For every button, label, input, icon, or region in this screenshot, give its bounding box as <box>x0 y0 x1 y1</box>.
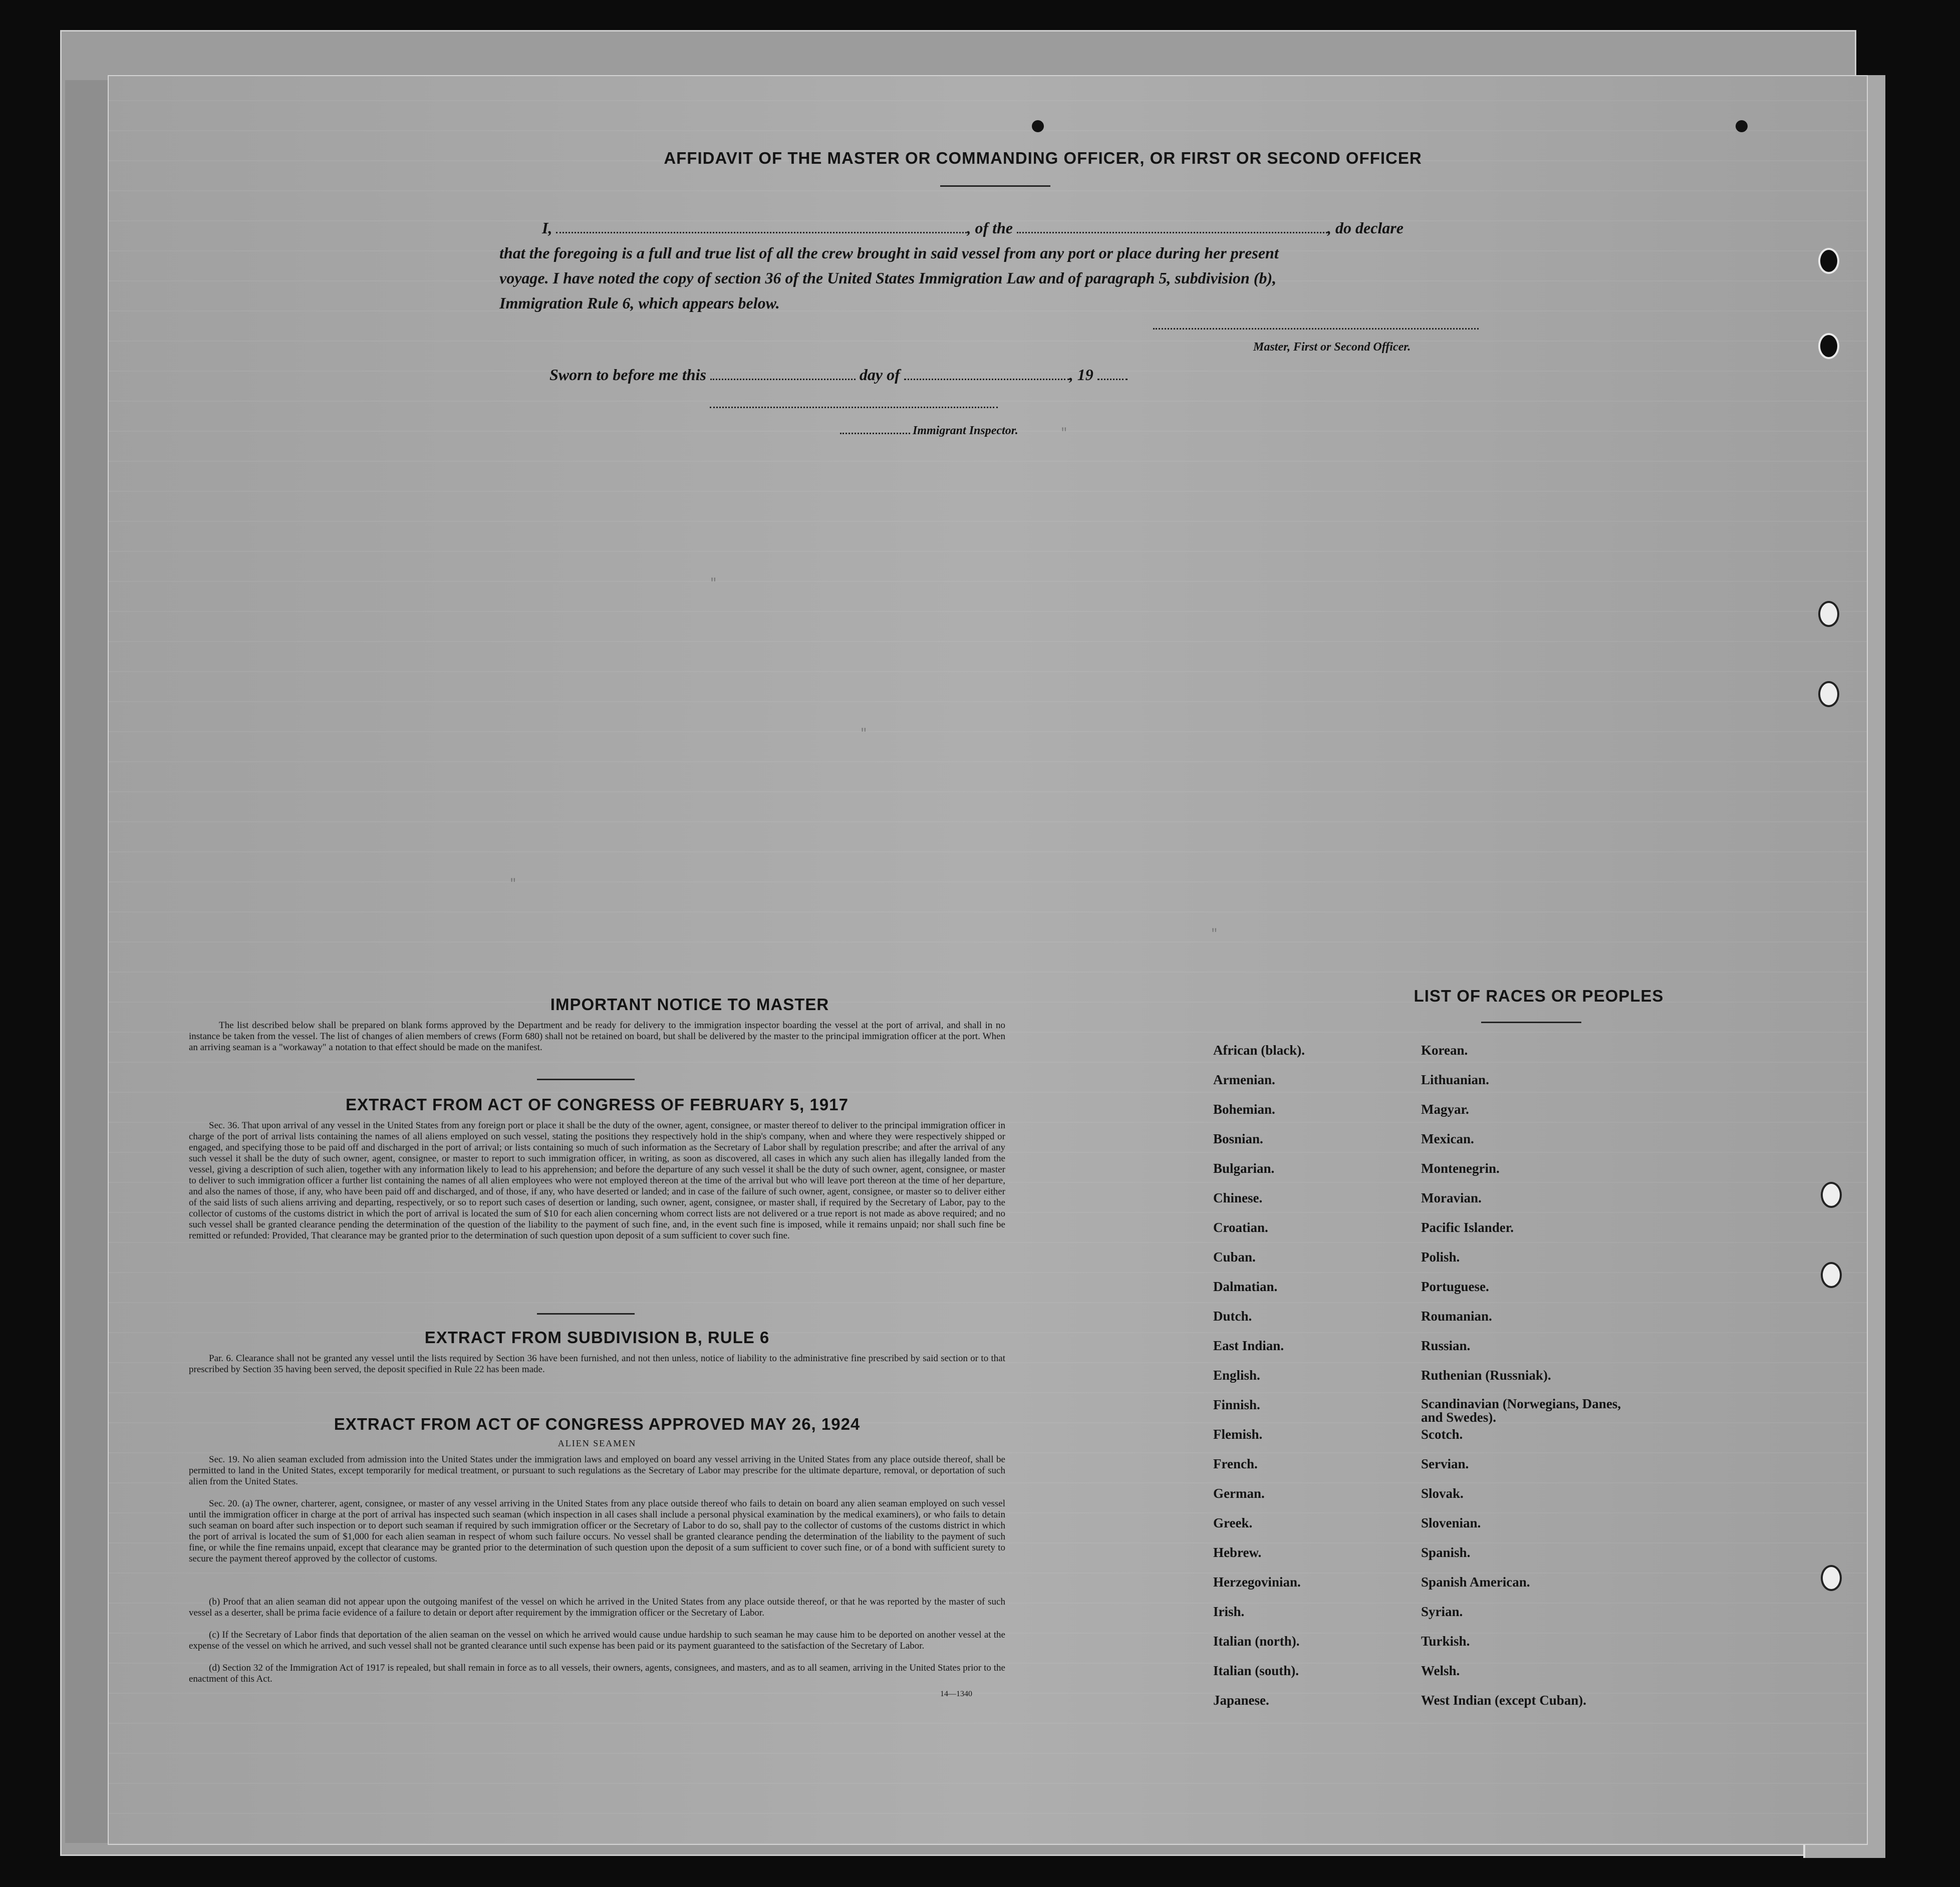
declare-label: , do declare <box>1327 219 1404 237</box>
sworn-day-field[interactable] <box>710 379 856 380</box>
race-item: Spanish. <box>1421 1545 1471 1560</box>
race-item: Bosnian. <box>1213 1131 1263 1146</box>
extract-1924-title: EXTRACT FROM ACT OF CONGRESS APPROVED MAY 26, 1924 <box>334 1415 861 1433</box>
race-item: Armenian. <box>1213 1072 1275 1087</box>
race-item: Ruthenian (Russniak). <box>1421 1368 1551 1383</box>
race-item: Syrian. <box>1421 1604 1463 1619</box>
master-signature-caption: Master, First or Second Officer. <box>1253 341 1411 354</box>
extract-1924-sec19: Sec. 19. No alien seaman excluded from admission into the United States under the immigration laws and employed on board any vessel arriving in the United States from any place outside thereof, shall be permitted to land in the United States, except temporarily for medical treatment, or pursuant to such regulations as the Secretary of Labor may prescribe for the ultimate departure, removal, or deportation of such alien from the United States. <box>189 1454 1005 1487</box>
extract-1917-title: EXTRACT FROM ACT OF CONGRESS OF FEBRUARY 5, 1917 <box>346 1095 849 1114</box>
extract-1924-sec20a: Sec. 20. (a) The owner, charterer, agent, consignee, or master of any vessel arriving in the United States from any place outside thereof who fails to detain on board any alien seaman employed on such vessel until the immigration officer in charge at the port of arrival has inspected such seaman (which inspection in all cases shall include a personal physical examination by the medical examiners), or who fails to detain such seaman on board after such inspection or to deport such seaman if required by such immigration officer or the Secretary of Labor to do so, shall pay to the collector of customs of the customs district in which the port of arrival is located the sum of $1,000 for each alien seaman in respect of whom such failure occurs. No vessel shall be granted clearance pending the determination of the liability to the payment of such fine, or while the fine remains unpaid, except that clearance may be granted prior to the determination of such question upon the deposit of a sum sufficient to cover such fine, or of a bond with sufficient surety to secure the payment thereof approved by the collector of customs. <box>189 1498 1005 1564</box>
sworn-year-field[interactable] <box>1097 379 1128 380</box>
race-item: Scandinavian (Norwegians, Danes, and Swedes). <box>1421 1396 1621 1425</box>
race-item: African (black). <box>1213 1043 1305 1058</box>
left-binding-strip <box>65 80 108 1843</box>
race-item: Irish. <box>1213 1604 1245 1619</box>
vessel-name-field[interactable] <box>1017 232 1327 233</box>
race-item: Pacific Islander. <box>1421 1220 1514 1235</box>
form-number: 14—1340 <box>940 1690 972 1698</box>
bleed-through-mark: " <box>860 727 868 741</box>
officer-name-field[interactable] <box>556 232 967 233</box>
master-signature-line[interactable] <box>1153 328 1479 330</box>
binder-hole <box>1821 1262 1842 1288</box>
inspector-signature-line[interactable] <box>710 407 998 408</box>
race-item: Magyar. <box>1421 1102 1469 1117</box>
race-item: Flemish. <box>1213 1427 1263 1442</box>
race-item: Russian. <box>1421 1338 1471 1353</box>
race-item: West Indian (except Cuban). <box>1421 1693 1587 1708</box>
race-item: Montenegrin. <box>1421 1161 1500 1176</box>
race-item: Welsh. <box>1421 1663 1460 1678</box>
race-item: Slovenian. <box>1421 1515 1481 1530</box>
sworn-label: Sworn to before me this <box>549 366 706 384</box>
binder-hole <box>1821 1182 1842 1208</box>
extract-1924-sec20b: (b) Proof that an alien seaman did not appear upon the outgoing manifest of the vessel on which he arrived in the United States from any place outside thereof, or that he was reported by the master of such vessel as a deserter, shall be prima facie evidence of a failure to detain or deport after requirement by the immigration officer or the Secretary of Labor. <box>189 1597 1005 1618</box>
race-item: Bohemian. <box>1213 1102 1275 1117</box>
race-item: Cuban. <box>1213 1249 1256 1265</box>
race-item: Roumanian. <box>1421 1309 1492 1324</box>
race-item: Polish. <box>1421 1249 1460 1265</box>
race-item: Dutch. <box>1213 1309 1252 1324</box>
race-item: French. <box>1213 1456 1258 1471</box>
race-item: Korean. <box>1421 1043 1468 1058</box>
notice-title: IMPORTANT NOTICE TO MASTER <box>550 995 829 1014</box>
races-title-underline <box>1481 1022 1581 1023</box>
race-item: Japanese. <box>1213 1693 1269 1708</box>
race-item: Bulgarian. <box>1213 1161 1275 1176</box>
bleed-through-mark: " <box>1211 927 1218 941</box>
extract-rule6-title: EXTRACT FROM SUBDIVISION B, RULE 6 <box>424 1328 770 1347</box>
punch-mark <box>1736 120 1748 132</box>
race-item: Greek. <box>1213 1515 1253 1530</box>
notice-body: The list described below shall be prepared on blank forms approved by the Department and be ready for delivery to the immigration inspector boarding the vessel at the port of arrival, and shall in no instance be taken from the vessel. The list of changes of alien members of crews (Form 680) shall not be retained on board, but shall be delivered by the master to the principal immigration officer at the port. When an arriving seaman is a "workaway" a notation to that effect should be made on the manifest. <box>189 1020 1005 1053</box>
binder-hole <box>1818 248 1839 274</box>
inspector-caption: Immigrant Inspector. <box>913 424 1018 437</box>
binder-hole <box>1818 333 1839 359</box>
year-label: , 19 <box>1069 366 1093 384</box>
race-item: Lithuanian. <box>1421 1072 1489 1087</box>
sworn-month-field[interactable] <box>904 379 1069 380</box>
affidavit-line-1 <box>542 219 1404 237</box>
race-item: Herzegovinian. <box>1213 1575 1301 1590</box>
affidavit-line-3: voyage. I have noted the copy of section 36 of the United States Immigration Law and of paragraph 5, subdivision (b), <box>499 269 1277 287</box>
affidavit-title: AFFIDAVIT OF THE MASTER OR COMMANDING OFFICER, OR FIRST OR SECOND OFFICER <box>664 149 1422 167</box>
section-divider <box>537 1079 635 1080</box>
race-item: Mexican. <box>1421 1131 1474 1146</box>
punch-mark <box>1032 120 1044 132</box>
day-of-label: day of <box>859 366 900 384</box>
race-item: Finnish. <box>1213 1397 1260 1412</box>
inspector-dotted-lead <box>840 433 910 434</box>
race-item: Slovak. <box>1421 1486 1464 1501</box>
race-item: English. <box>1213 1368 1260 1383</box>
race-item: Croatian. <box>1213 1220 1268 1235</box>
sworn-line <box>549 366 1128 384</box>
affidavit-line-2: that the foregoing is a full and true list of all the crew brought in said vessel from any port or place during her present <box>499 244 1279 262</box>
binder-hole <box>1818 681 1839 707</box>
race-item: Italian (north). <box>1213 1634 1300 1649</box>
bleed-through-mark: " <box>509 877 517 891</box>
race-item: Scotch. <box>1421 1427 1463 1442</box>
race-item: Chinese. <box>1213 1190 1263 1205</box>
races-title: LIST OF RACES OR PEOPLES <box>1414 987 1664 1005</box>
affidavit-line-4: Immigration Rule 6, which appears below. <box>499 294 780 312</box>
race-item: East Indian. <box>1213 1338 1284 1353</box>
extract-1917-body: Sec. 36. That upon arrival of any vessel in the United States from any foreign port or place it shall be the duty of the owner, agent, consignee, or master thereof to deliver to the principal immigration officer in charge of the port of arrival lists containing the names of all aliens employed on such vessel, stating the positions they respectively hold in the ship's company, when and where they were respectively shipped or engaged, and specifying those to be paid off and discharged in the port of arrival; or lists containing so much of such information as the Secretary of Labor shall by regulation prescribe; and after the arrival of any such vessel it shall be the duty of such owner, agent, consignee, or master to report to such immigration officer, in writing, as soon as discovered, all cases in which any such alien has illegally landed from the vessel, giving a description of such alien, together with any information likely to lead to his apprehension; and before the departure of any such vessel it shall be the duty of such owner, agent, consignee, or master to deliver to such immigration officer a further list containing the names of all alien employees who were not employed thereon at the time of the arrival but who will leave port thereon at the time of her departure, and also the names of those, if any, who have been paid off and discharged, and of those, if any, who have deserted or landed; and in case of the failure of such owner, agent, consignee, or master so to deliver either of the said lists of such aliens arriving and departing, respectively, or so to report such cases of desertion or landing, such owner, agent, consignee, or master shall, if required by the Secretary of Labor, pay to the collector of customs of the customs district in which the port of arrival is located the sum of $10 for each alien concerning whom correct lists are not delivered or a true report is not made as above required; and no such vessel shall be granted clearance pending the determination of the question of the liability to the payment of such fine, and, in the event such fine is imposed, while it remains unpaid; nor shall such fine be remitted or refunded: Provided, That clearance may be granted prior to the determination of such question upon deposit of a sum sufficient to cover such fine. <box>189 1120 1005 1241</box>
binder-hole <box>1821 1565 1842 1591</box>
race-item: Servian. <box>1421 1456 1469 1471</box>
extract-1924-sec20d: (d) Section 32 of the Immigration Act of 1917 is repealed, but shall remain in force as to all vessels, their owners, agents, consignees, and masters, and as to all seamen, arriving in the United States prior to the enactment of this Act. <box>189 1663 1005 1684</box>
of-the-label: , of the <box>967 219 1013 237</box>
race-item: Dalmatian. <box>1213 1279 1278 1294</box>
extract-rule6-body: Par. 6. Clearance shall not be granted any vessel until the lists required by Section 36 have been furnished, and not then unless, notice of liability to the administrative fine prescribed by said section or to that prescribed by Section 35 having been served, the deposit specified in Rule 22 has been made. <box>189 1353 1005 1375</box>
bleed-through-mark: " <box>1060 427 1068 440</box>
manifest-page <box>108 75 1868 1845</box>
race-item: Moravian. <box>1421 1190 1482 1205</box>
race-item: Spanish American. <box>1421 1575 1530 1590</box>
extract-1924-sec20c: (c) If the Secretary of Labor finds that deportation of the alien seaman on the vessel on which he arrived would cause undue hardship to such seaman he may cause him to be deported on another vessel at the expense of the vessel on which he arrived, and such vessel shall not be granted clearance until such expense has been paid or its payment guaranteed to the satisfaction of the Secretary of Labor. <box>189 1630 1005 1651</box>
race-item: Italian (south). <box>1213 1663 1299 1678</box>
race-item: German. <box>1213 1486 1265 1501</box>
section-divider <box>537 1313 635 1315</box>
bleed-through-mark: " <box>710 577 717 590</box>
i-label: I, <box>542 219 552 237</box>
race-item: Portuguese. <box>1421 1279 1489 1294</box>
binder-hole <box>1818 601 1839 627</box>
race-item: Turkish. <box>1421 1634 1470 1649</box>
title-underline <box>940 185 1050 187</box>
race-item: Hebrew. <box>1213 1545 1262 1560</box>
alien-seamen-subtitle: ALIEN SEAMEN <box>557 1438 637 1448</box>
